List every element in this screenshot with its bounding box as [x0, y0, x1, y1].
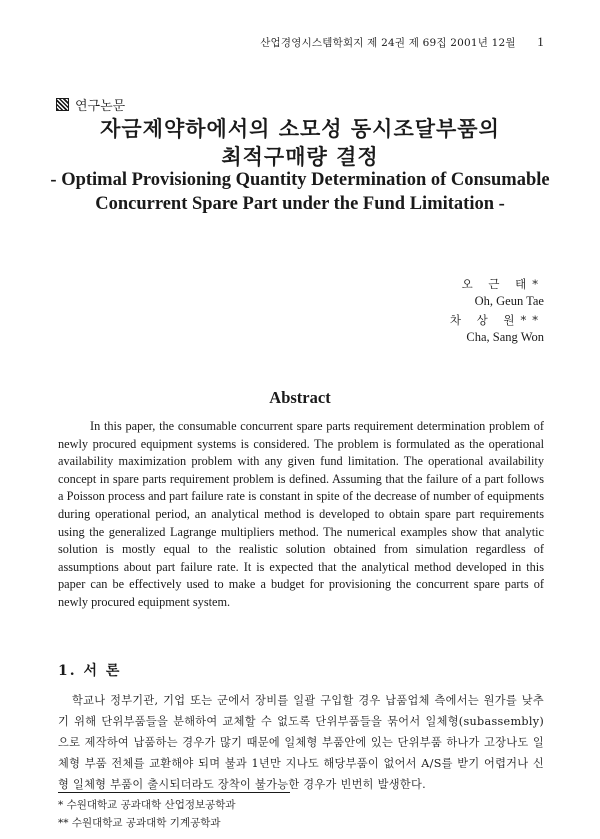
title-korean-line-1: 자금제약하에서의 소모성 동시조달부품의: [100, 116, 500, 141]
footnote-1: * 수원대학교 공과대학 산업정보공학과: [58, 799, 236, 811]
title-english-line-2: Concurrent Spare Part under the Fund Limitation -: [95, 194, 505, 214]
title-english-line-1: - Optimal Provisioning Quantity Determination of Consumable: [50, 170, 550, 190]
introduction-body: 학교나 정부기관, 기업 또는 군에서 장비를 일괄 구입할 경우 납품업체 측에서는 원가를 낮추기 위해 단위부품들을 분해하여 교체할 수 없도록 단위부품들을 묶어서 일체형(subassembly)으로 제작하여 납품하는 경우가 많기 때문에 일체형 부품안에 있는 단위부품 하나가 고장나도 일체형 부품 전체를 교환해야 되며 불과 1년만 지나도 해당부품이 없어서 A/S를 받기 어렵거나 신형 일체형 부품이 출시되더라도 장착이 불가능한 경우가 빈번히 발생한다.: [58, 694, 544, 791]
abstract-heading: Abstract: [269, 388, 331, 407]
author-1-korean: 오 근 태*: [461, 277, 544, 291]
journal-citation: 산업경영시스템학회지 제 24권 제 69집 2001년 12월: [260, 37, 516, 49]
author-1-english: Oh, Geun Tae: [474, 294, 544, 308]
author-2-english: Cha, Sang Won: [466, 330, 544, 344]
footnote-divider: [58, 792, 290, 793]
title-korean-line-2: 최적구매량 결정: [221, 144, 379, 169]
section-tag: [56, 95, 125, 114]
section-tag-label: 연구논문: [75, 99, 126, 114]
introduction-heading: 1. 서 론: [58, 663, 122, 679]
footnote-2: ** 수원대학교 공과대학 기계공학과: [58, 817, 221, 829]
running-header: [260, 34, 544, 50]
abstract-body: In this paper, the consumable concurrent spare parts requirement determination problem of newly procured equipment systems is considered. The problem is formulated as the operational availability maximization problem with any given fund limitation. The operational availability concept in spare parts requirement problem is defined. Assuming that the failure of a part follows a Poisson process and part failure rate is constant in spite of the decrease of number of equipments during operational period, an analytical method is developed to obtain spare part requirements using the generalized Lagrange multipliers method. The numerical examples show that analytic solution is mostly equal to the realistic solution obtained from simulation regardless of assumptions about part failure rate. It is expected that the analytical method developed in this paper can be effectively used to make a budget for provisioning the concurrent spare parts of newly procured equipment system.: [58, 419, 544, 609]
author-2-korean: 차 상 원**: [449, 313, 544, 327]
page-number: 1: [537, 34, 544, 49]
hatched-square-icon: [56, 98, 69, 111]
